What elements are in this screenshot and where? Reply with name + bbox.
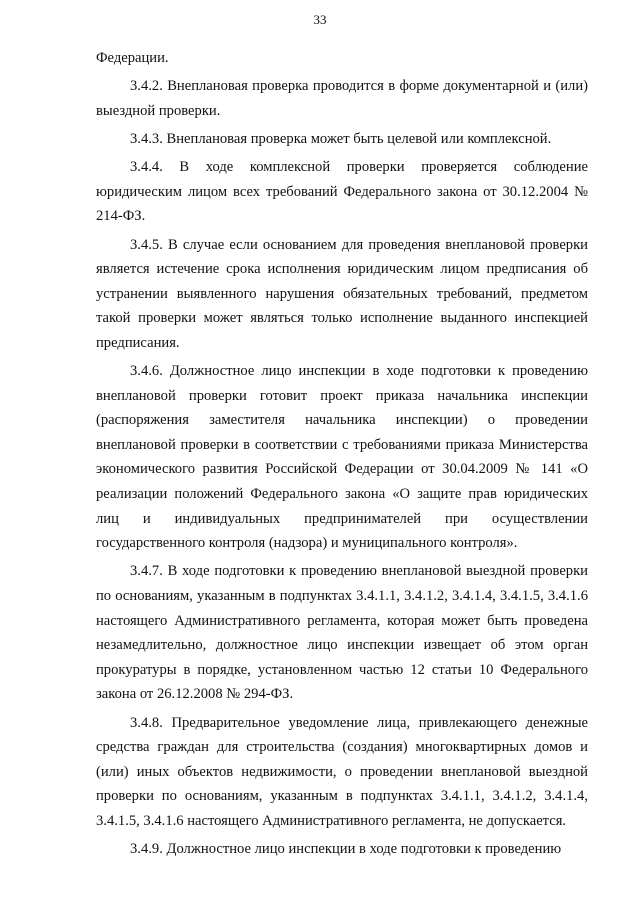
paragraph-3-4-9: 3.4.9. Должностное лицо инспекции в ходе подготовки к проведению: [130, 841, 562, 858]
paragraph-3-4-3: 3.4.3. Внеплановая проверка может быть целевой или комплексной.: [130, 130, 552, 147]
paragraph-3-4-7: 3.4.7. В ходе подготовки к проведению внеплановой выездной проверки по основаниям, указанным в подпунктах 3.4.1.1, 3.4.1.2, 3.4.1.4, 3.4.1.5, 3.4.1.6 настоящего Административного регламента, которая может быть проведена незамедлительно, должностное лицо инспекции извещает об этом орган прокуратуры в порядке, установленном частью 12 статьи 10 Федерального закона от 26.12.2008 № 294-ФЗ.: [96, 563, 588, 703]
paragraph-3-4-2: 3.4.2. Внеплановая проверка проводится в форме документарной и (или) выездной проверки.: [96, 78, 588, 119]
paragraph-3-4-8: 3.4.8. Предварительное уведомление лица, привлекающего денежные средства граждан для строительства (создания) многоквартирных домов и (или) иных объектов недвижимости, о проведении внеплановой выездной проверки по основаниям, указанным в подпунктах 3.4.1.1, 3.4.1.2, 3.4.1.4, 3.4.1.5, 3.4.1.6 настоящего Административного регламента, не допускается.: [96, 714, 588, 829]
paragraph-3-4-5: 3.4.5. В случае если основанием для проведения внеплановой проверки является истечение срока исполнения юридическим лицом предписания об устранении выявленного нарушения обязательных требований, предметом такой проверки может являться только исполнение выданного инспекцией предписания.: [96, 236, 588, 351]
page-number: 33: [313, 12, 327, 27]
paragraph-3-4-6: 3.4.6. Должностное лицо инспекции в ходе подготовки к проведению внеплановой проверки готовит проект приказа начальника инспекции (распоряжения заместителя начальника инспекции) о проведении внеплановой проверки в соответствии с требованиями приказа Министерства экономического развития Российской Федерации от 30.04.2009 № 141 «О реализации положений Федерального закона «О защите прав юридических лиц и индивидуальных предпринимателей при осуществлении государственного контроля (надзора) и муниципального контроля».: [96, 363, 588, 552]
paragraph-3-4-4: 3.4.4. В ходе комплексной проверки проверяется соблюдение юридическим лицом всех требований Федерального закона от 30.12.2004 № 214-ФЗ.: [96, 159, 588, 225]
document-body: [96, 46, 588, 865]
paragraph-continuation: Федерации.: [96, 50, 169, 66]
